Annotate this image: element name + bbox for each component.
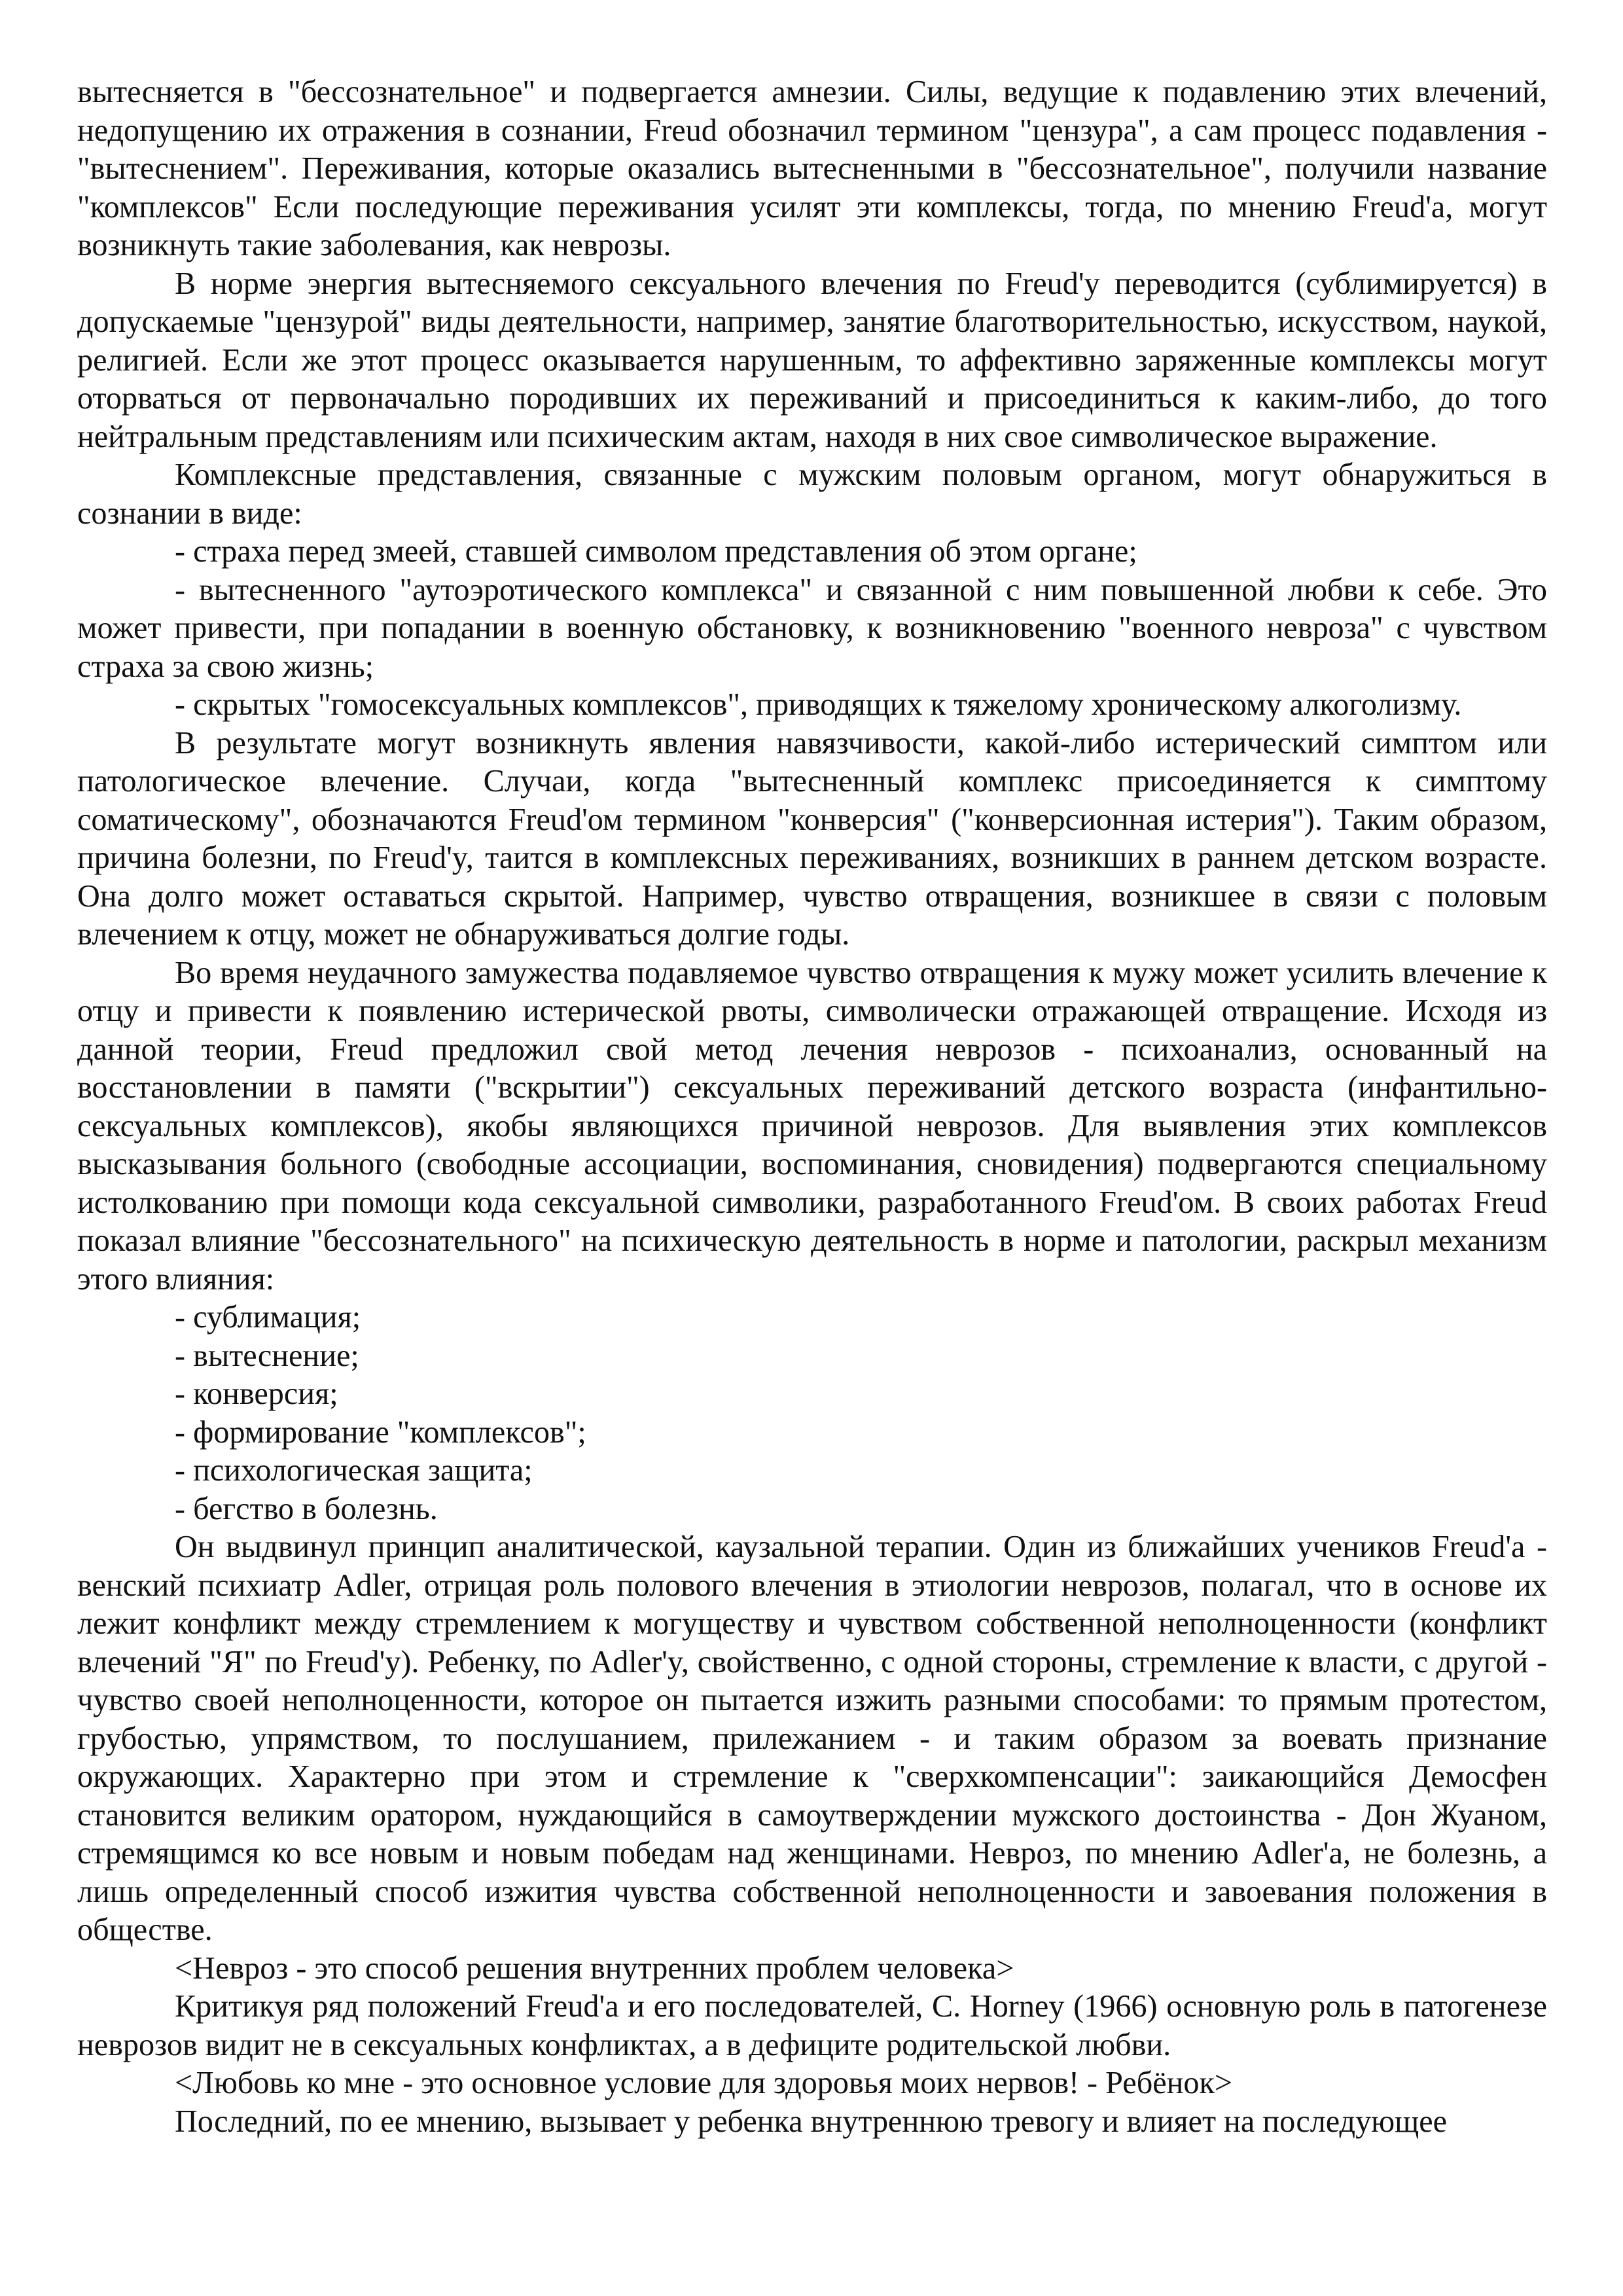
paragraph-repression-intro: вытесняется в "бессознательное" и подвергается амнезии. Силы, ведущие к подавлению этих влечений, недопущению их отражения в сознании, Freud обозначил термином "цензура", а сам процесс подавления - "вытеснением". Переживания, которые оказались вытесненными в "бессознательное", получили название "комплексов" Если последующие переживания усилят эти комплексы, тогда, по мнению Freud'a, могут возникнуть такие заболевания, как неврозы.: [77, 75, 1547, 262]
paragraph-conversion: В результате могут возникнуть явления навязчивости, какой-либо истерический симптом или патологическое влечение. Случаи, когда "вытесненный комплекс присоединяется к симптому соматическому", обозначаются Freud'ом термином "конверсия" ("конверсионная истерия"). Таким образом, причина болезни, по Freud'y, таится в комплексных переживаниях, возникших в раннем детском возрасте. Она долго может оставаться скрытой. Например, чувство отвращения, возникшее в связи с половым влечением к отцу, может не обнаруживаться долгие годы.: [77, 725, 1547, 952]
quote-child-love: <Любовь ко мне - это основное условие для здоровья моих нервов! - Ребёнок>: [175, 2066, 1233, 2100]
list-item-snake-fear: - страха перед змеей, ставшей символом представления об этом органе;: [175, 534, 1137, 569]
mechanism-item-defense: - психологическая защита;: [175, 1453, 533, 1488]
paragraph-last-line: Последний, по ее мнению, вызывает у ребенка внутреннюю тревогу и влияет на последующее: [175, 2104, 1448, 2139]
list-item-homosexual-complexes: - скрытых "гомосексуальных комплексов", приводящих к тяжелому хроническому алкоголизму.: [175, 687, 1462, 722]
paragraph-horney: Критикуя ряд положений Freud'a и его последователей, С. Horney (1966) основную роль в патогенезе неврозов видит не в сексуальных конфликтах, а в дефиците родительской любви.: [77, 1989, 1547, 2062]
paragraph-sublimation: В норме энергия вытесняемого сексуального влечения по Freud'y переводится (сублимируется) в допускаемые "цензурой" виды деятельности, например, занятие благотворительностью, искусством, наукой, религией. Если же этот процесс оказывается нарушенным, то аффективно заряженные комплексы могут оторваться от первоначально породивших их переживаний и присоединиться к каким-либо, до того нейтральным представлениям или психическим актам, находя в них свое символическое выражение.: [77, 266, 1547, 454]
mechanism-item-repression: - вытеснение;: [175, 1338, 359, 1373]
mechanism-item-conversion: - конверсия;: [175, 1376, 338, 1411]
list-item-autoerotic-complex: - вытесненного "аутоэротического комплекса" и связанной с ним повышенной любви к себе. Это может привести, при попадании в военную обстановку, к возникновению "военного невроза" с чувством страха за свою жизнь;: [77, 572, 1547, 684]
paragraph-psychoanalysis: Во время неудачного замужества подавляемое чувство отвращения к мужу может усилить влечение к отцу и привести к появлению истерической рвоты, символически отражающей отвращение. Исходя из данной теории, Freud предложил свой метод лечения неврозов - психоанализ, основанный на восстановлении в памяти ("вскрытии") сексуальных переживаний детского возраста (инфантильно-сексуальных комплексов), якобы являющихся причиной неврозов. Для выявления этих комплексов высказывания больного (свободные ассоциации, воспоминания, сновидения) подвергаются специальному истолкованию при помощи кода сексуальной символики, разработанного Freud'ом. В своих работах Freud показал влияние "бессознательного" на психическую деятельность в норме и патологии, раскрыл механизм этого влияния:: [77, 955, 1547, 1297]
quote-neurosis: <Невроз - это способ решения внутренних проблем человека>: [175, 1950, 1014, 1986]
document-page: [77, 73, 1547, 2141]
paragraph-adler: Он выдвинул принцип аналитической, каузальной терапии. Один из ближайших учеников Freud'a - венский психиатр Adler, отрицая роль полового влечения в этиологии неврозов, полагал, что в основе их лежит конфликт между стремлением к могуществу и чувством собственной неполноценности (конфликт влечений "Я" по Freud'y). Ребенку, по Adler'y, свойственно, с одной стороны, стремление к власти, с другой - чувство своей неполноценности, которое он пытается изжить разными способами: то прямым протестом, грубостью, упрямством, то послушанием, прилежанием - и таким образом за воевать признание окружающих. Характерно при этом и стремление к "сверхкомпенсации": заикающийся Демосфен становится великим оратором, нуждающийся в самоутверждении мужского достоинства - Дон Жуаном, стремящимся ко все новым и новым победам над женщинами. Невроз, по мнению Adler'a, не болезнь, а лишь определенный способ изжития чувства собственной неполноценности и завоевания положения в обществе.: [77, 1530, 1547, 1947]
mechanism-item-sublimation: - сублимация;: [175, 1300, 361, 1335]
paragraph-complex-representations: Комплексные представления, связанные с мужским половым органом, могут обнаружиться в сознании в виде:: [77, 457, 1547, 531]
mechanism-item-complexes: - формирование "комплексов";: [175, 1414, 586, 1450]
mechanism-item-flight-into-illness: - бегство в болезнь.: [175, 1491, 438, 1526]
